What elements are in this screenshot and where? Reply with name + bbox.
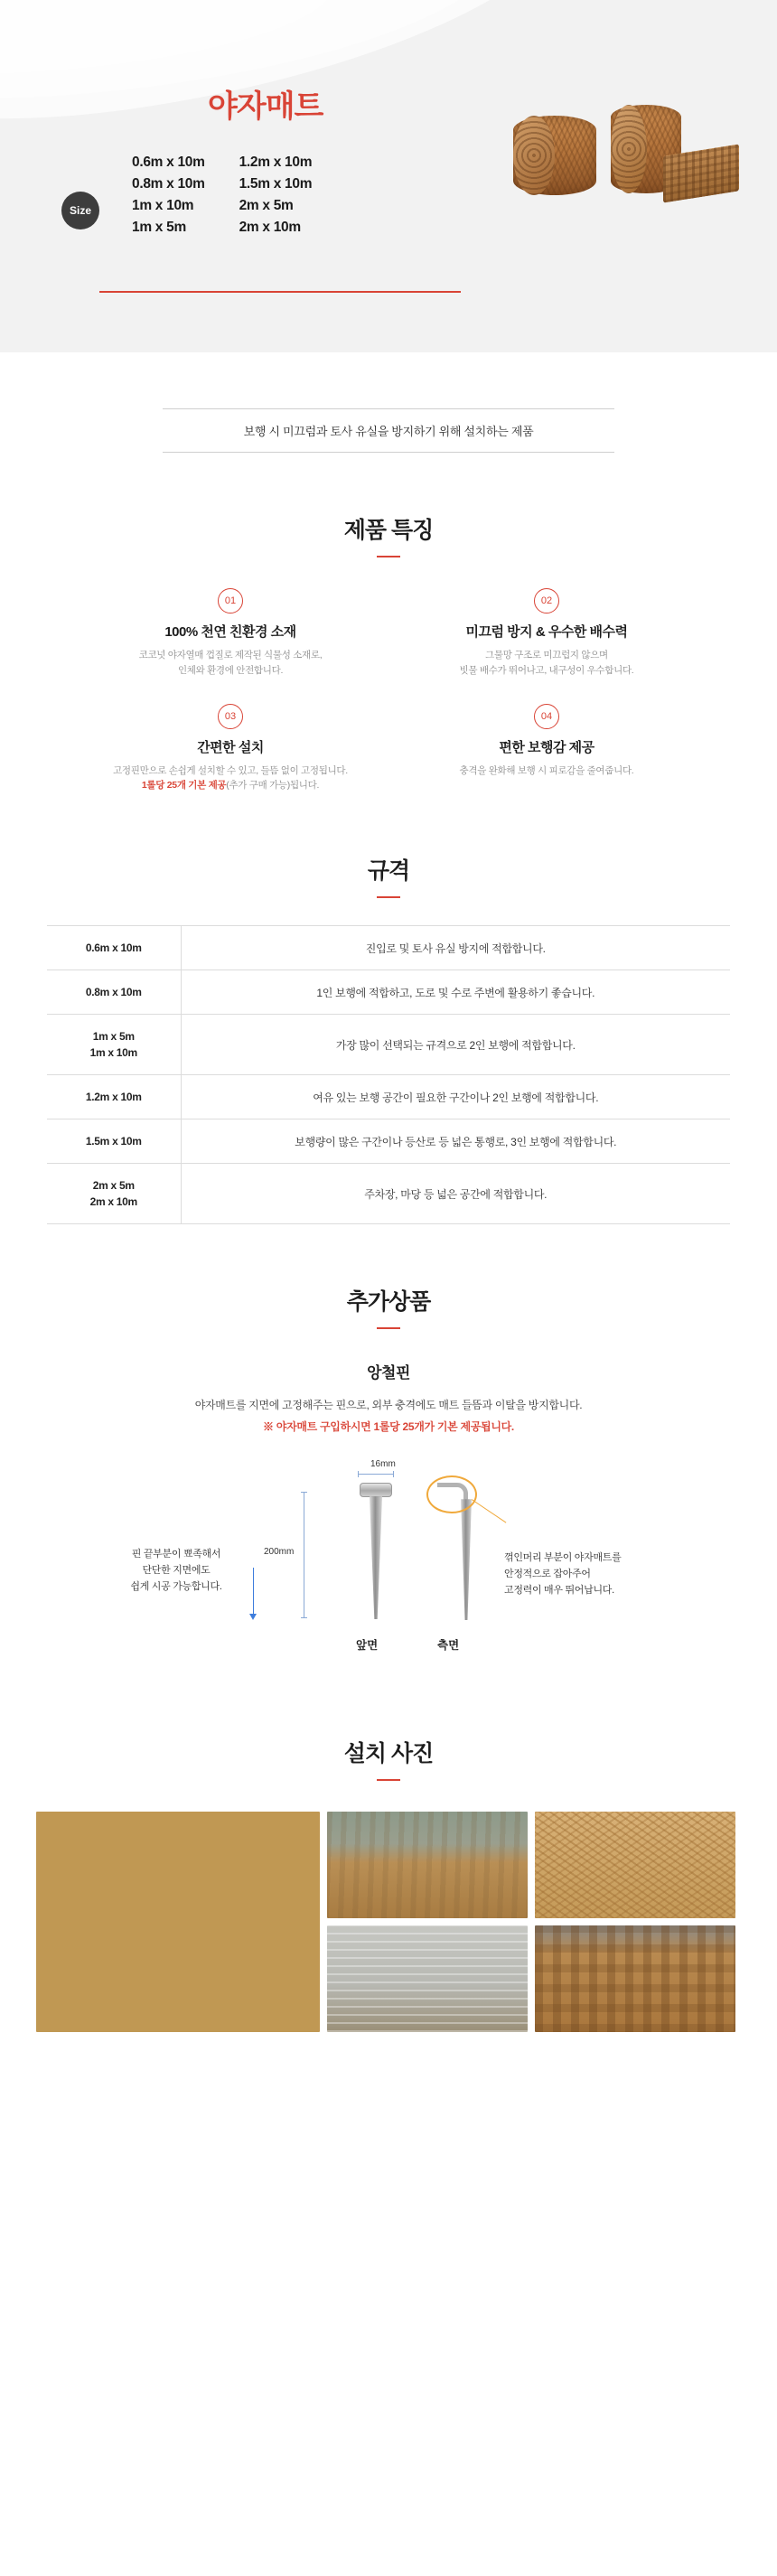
pin-note-right: [504, 1550, 685, 1598]
size-option: 0.6m x 10m: [132, 155, 205, 170]
addon-heading: [0, 1284, 777, 1329]
pin-side-view-label: 측면: [437, 1639, 460, 1653]
feature-title: 간편한 설치: [197, 739, 264, 755]
feature-number: 03: [218, 704, 243, 729]
spec-desc-cell: 진입로 및 토사 유실 방지에 적합합니다.: [365, 941, 546, 955]
gallery-section: [0, 1736, 777, 2032]
size-option: 2m x 5m: [239, 198, 294, 214]
feature-item: [72, 704, 388, 794]
heading-underline: [377, 556, 400, 557]
pin-head-front: [360, 1483, 392, 1497]
page-bottom-spacer: [0, 2032, 777, 2095]
heading-underline: [377, 1779, 400, 1781]
addon-sub-title: 앙철핀: [367, 1364, 410, 1382]
spec-size-primary: 2m x 5m: [92, 1179, 135, 1193]
features-title: 제품 특징: [343, 518, 434, 543]
feature-item: [388, 588, 705, 679]
coir-mat-roll-image: [510, 98, 735, 204]
features-heading: [0, 512, 777, 557]
gallery-photo-4: [327, 1925, 528, 2032]
size-column-left: [132, 152, 205, 239]
spec-size-primary: 0.6m x 10m: [85, 941, 142, 955]
feature-desc-line2: (추가 구매 가능)됩니다.: [226, 780, 320, 792]
spec-desc-cell: 주차장, 마당 등 넓은 공간에 적합합니다.: [364, 1187, 548, 1201]
feature-desc-line1: 충격을 완화해 보행 시 피로감을 줄여줍니다.: [459, 764, 634, 776]
pin-note-right-line1: 꺾인머리 부분이 야자매트를: [504, 1552, 622, 1564]
pin-note-left-line1: 핀 끝부분이 뾰족해서: [131, 1549, 221, 1560]
size-column-right: [239, 152, 313, 239]
spec-size-cell: [47, 1075, 181, 1119]
pin-diagram: [72, 1459, 705, 1676]
heading-underline: [377, 1327, 400, 1329]
size-badge: Size: [61, 192, 99, 229]
spec-size-secondary: 2m x 10m: [89, 1195, 137, 1209]
features-section: [0, 512, 777, 793]
feature-desc-line2: 인체와 환경에 안전합니다.: [177, 664, 284, 676]
spec-size-cell: [47, 1015, 181, 1075]
hero-title: 야자매트: [208, 89, 323, 124]
size-option: 1.5m x 10m: [239, 176, 313, 192]
gallery-grid: [36, 1812, 741, 2032]
addon-title: 추가상품: [346, 1289, 431, 1316]
size-option: 1m x 10m: [132, 198, 194, 214]
spec-desc-cell: 1인 보행에 적합하고, 도로 및 수로 주변에 활용하기 좋습니다.: [316, 986, 595, 999]
spec-size-cell: [47, 926, 181, 970]
pin-hook-highlight-circle: [426, 1475, 477, 1513]
feature-desc: [388, 763, 705, 779]
spec-desc-cell: 가장 많이 선택되는 규격으로 2인 보행에 적합합니다.: [335, 1038, 576, 1052]
pin-note-left-line3: 쉽게 시공 가능합니다.: [130, 1581, 222, 1593]
size-list: [132, 152, 312, 239]
spec-size-cell: [47, 1164, 181, 1224]
pin-hook-leader-line: [472, 1499, 511, 1550]
gallery-photo-1: [36, 1812, 320, 2032]
spec-table: [47, 925, 730, 1224]
gallery-photo-3: [535, 1812, 735, 1918]
spec-desc-cell: 보행량이 많은 구간이나 등산로 등 넓은 통행로, 3인 보행에 적합합니다.: [295, 1135, 617, 1148]
lead-section: [0, 352, 777, 453]
feature-desc-line1: 그물망 구조로 미끄럽지 않으며: [485, 650, 608, 660]
spec-title: 규격: [367, 858, 410, 885]
spec-heading: [0, 853, 777, 898]
feature-number: 02: [534, 588, 559, 614]
gallery-photo-2: [327, 1812, 528, 1918]
pin-front-view-image: [360, 1483, 392, 1618]
spec-desc-cell: 여유 있는 보행 공간이 필요한 구간이나 2인 보행에 적합합니다.: [313, 1091, 599, 1104]
feature-title: 미끄럼 방지 & 우수한 배수력: [465, 624, 628, 640]
pin-shaft-front: [370, 1496, 382, 1619]
size-option: 1.2m x 10m: [239, 155, 313, 170]
pin-width-label: 16mm: [370, 1459, 396, 1470]
spec-size-primary: 1m x 5m: [92, 1030, 135, 1044]
table-row: [47, 1164, 730, 1224]
feature-title: 편한 보행감 제공: [499, 739, 594, 755]
pin-length-label: 200mm: [264, 1547, 295, 1558]
pin-note-right-line3: 고정력이 매우 뛰어납니다.: [504, 1585, 614, 1597]
table-row: [47, 926, 730, 970]
feature-item: [72, 588, 388, 679]
pin-tip-arrow-icon: [253, 1568, 254, 1615]
feature-title: 100% 천연 친환경 소재: [164, 624, 296, 640]
addon-section: [0, 1284, 777, 1676]
size-option: 1m x 5m: [132, 220, 186, 236]
table-row: [47, 1119, 730, 1164]
feature-item: [388, 704, 705, 794]
feature-desc-line2: 빗물 배수가 뛰어나고, 내구성이 우수합니다.: [459, 664, 634, 676]
size-option: 2m x 10m: [239, 220, 301, 236]
gallery-title: 설치 사진: [343, 1741, 434, 1767]
gallery-photo-5: [535, 1925, 735, 2032]
table-row: [47, 1015, 730, 1075]
table-row: [47, 970, 730, 1015]
pin-front-view-label: 앞면: [356, 1639, 379, 1653]
gallery-heading: [0, 1736, 777, 1781]
features-grid: [72, 588, 705, 793]
feature-desc: [388, 648, 705, 679]
spec-size-cell: [47, 1119, 181, 1164]
heading-underline: [377, 896, 400, 898]
pin-note-left-line2: 단단한 지면에도: [142, 1565, 211, 1577]
feature-desc: [72, 763, 388, 794]
feature-number: 01: [218, 588, 243, 614]
table-row: [47, 1075, 730, 1119]
spec-size-cell: [47, 970, 181, 1015]
spec-size-primary: 1.2m x 10m: [85, 1091, 142, 1104]
hero-divider: [99, 291, 461, 293]
lead-text: 보행 시 미끄럼과 토사 유실을 방지하기 위해 설치하는 제품: [163, 408, 614, 453]
feature-desc-highlight: 1롤당 25개 기본 제공: [141, 780, 227, 792]
feature-desc: [72, 648, 388, 679]
size-option: 0.8m x 10m: [132, 176, 205, 192]
pin-note-left: [99, 1546, 253, 1595]
spec-section: [0, 853, 777, 1224]
feature-desc-line1: 코코넛 야자열매 껍질로 제작된 식물성 소재로,: [138, 650, 323, 660]
feature-number: 04: [534, 704, 559, 729]
pin-width-dimension-line: [358, 1474, 394, 1475]
pin-shaft-side: [461, 1499, 472, 1620]
coir-roll-left: [513, 116, 596, 195]
spec-size-primary: 0.8m x 10m: [85, 986, 142, 999]
pin-note-right-line2: 안정적으로 잡아주어: [504, 1569, 591, 1580]
addon-description-highlight: ※ 야자매트 구입하시면 1롤당 25개가 기본 제공됩니다.: [263, 1420, 514, 1434]
spec-size-secondary: 1m x 10m: [89, 1046, 137, 1060]
feature-desc-line1: 고정핀만으로 손쉽게 설치할 수 있고, 들뜸 없이 고정됩니다.: [113, 764, 348, 776]
addon-description: 야자매트를 지면에 고정해주는 핀으로, 외부 충격에도 매트 들뜸과 이탈을 방지합니다.: [194, 1399, 583, 1412]
hero-banner: [0, 0, 777, 352]
spec-size-primary: 1.5m x 10m: [85, 1135, 142, 1148]
